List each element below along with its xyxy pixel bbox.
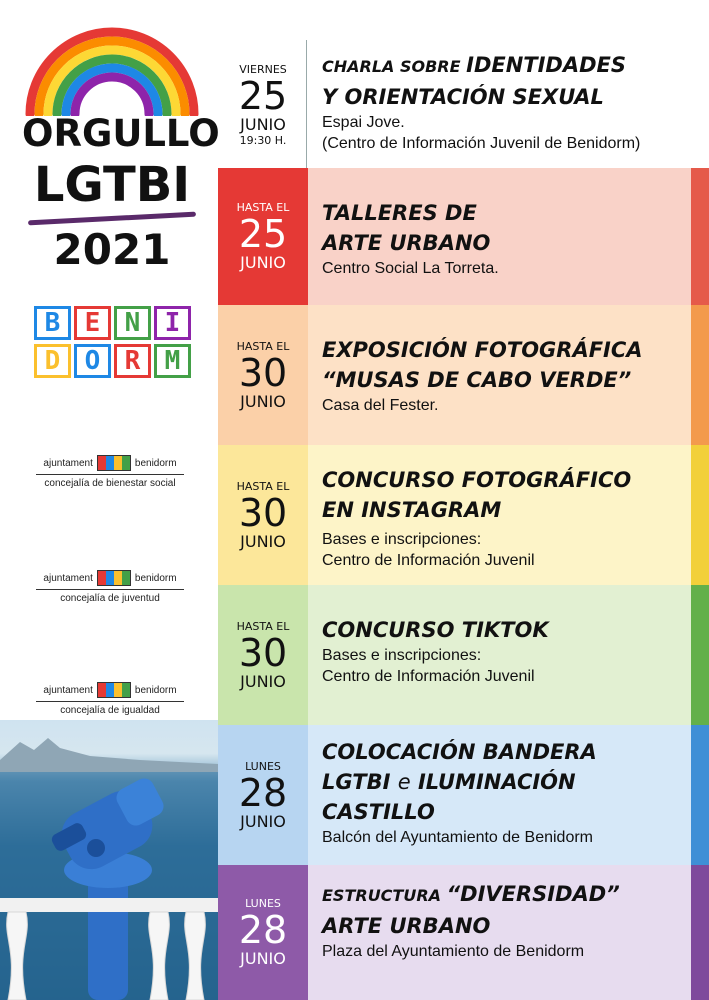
benidorm-logo-row-2 xyxy=(34,344,200,378)
event-tiktok xyxy=(218,585,709,725)
ajuntament-logo-igualdad xyxy=(30,682,190,716)
date-prefix: HASTA EL xyxy=(236,479,290,493)
seaside-photo xyxy=(0,720,218,1000)
logo-tile: B xyxy=(34,306,71,340)
event-location: Espai Jove. xyxy=(322,114,405,131)
event-info xyxy=(308,40,709,170)
building-icon xyxy=(97,455,131,471)
event-location: Bases e inscripciones: xyxy=(322,647,482,664)
event-exposicion xyxy=(218,305,709,445)
date-month: JUNIO xyxy=(240,811,286,831)
event-title-line2: ARTE URBANO xyxy=(322,231,491,255)
benidorm-logo-row-1 xyxy=(34,306,200,340)
divider xyxy=(36,474,184,475)
event-title-part: LGTBI xyxy=(322,770,398,794)
date-weekday: LUNES xyxy=(245,897,281,910)
divider xyxy=(36,589,184,590)
date-prefix: HASTA EL xyxy=(236,201,290,214)
event-location: Balcón del Ayuntamiento de Benidorm xyxy=(322,829,593,846)
event-location-detail: Centro de Información Juvenil xyxy=(322,552,535,569)
date-day: 30 xyxy=(238,490,288,535)
event-instagram xyxy=(218,445,709,585)
rainbow-edge xyxy=(691,168,709,305)
ajuntament-logo-juventud xyxy=(30,570,190,604)
event-location: Bases e inscripciones: xyxy=(322,531,482,548)
rainbow-arc xyxy=(75,77,149,114)
rainbow-edge xyxy=(691,305,709,445)
event-info xyxy=(308,305,709,445)
concejalia-text: concejalía de juventud xyxy=(60,593,160,604)
event-info xyxy=(308,168,709,305)
logo-tile: N xyxy=(114,306,151,340)
event-date xyxy=(218,445,308,585)
event-date xyxy=(218,585,308,725)
date-month: JUNIO xyxy=(240,671,286,691)
event-title-line2: “MUSAS DE CABO VERDE” xyxy=(322,368,632,392)
event-title: EXPOSICIÓN FOTOGRÁFICA xyxy=(322,338,643,362)
ajuntament-text: ajuntament xyxy=(43,572,93,584)
date-day: 30 xyxy=(238,630,288,675)
event-talleres xyxy=(218,168,709,305)
event-title-line2: Y ORIENTACIÓN SEXUAL xyxy=(322,85,604,109)
event-location: Centro Social La Torreta. xyxy=(322,260,499,277)
logo-tile: M xyxy=(154,344,191,378)
event-title-line2: ARTE URBANO xyxy=(322,914,491,938)
event-title xyxy=(322,879,701,911)
building-icon xyxy=(97,570,131,586)
event-info xyxy=(308,585,709,725)
left-column xyxy=(0,0,218,1000)
ajuntament-text: ajuntament xyxy=(43,684,93,696)
concejalia-text: concejalía de bienestar social xyxy=(44,478,176,489)
event-date xyxy=(218,305,308,445)
event-location-detail: Centro de Información Juvenil xyxy=(322,668,535,685)
event-title-big: IDENTIDADES xyxy=(466,53,627,77)
date-time: 19:30 H. xyxy=(239,134,287,147)
date-weekday: LUNES xyxy=(245,759,281,773)
logo-tile: O xyxy=(74,344,111,378)
event-charla xyxy=(218,40,709,170)
event-bandera xyxy=(218,725,709,865)
event-title-part: e xyxy=(397,770,411,794)
events-column xyxy=(218,0,709,1000)
ajuntament-logo-bienestar xyxy=(30,455,190,489)
event-title-big: “DIVERSIDAD” xyxy=(446,882,620,906)
event-date xyxy=(218,168,308,305)
date-month: JUNIO xyxy=(240,115,286,134)
logo-underline xyxy=(28,212,196,226)
event-title: CONCURSO TIKTOK xyxy=(322,618,549,642)
benidorm-text: benidorm xyxy=(134,684,177,696)
event-date xyxy=(218,40,308,170)
event-title-line2 xyxy=(322,767,701,797)
balustrade-railing xyxy=(0,898,218,1000)
event-title: CONCURSO FOTOGRÁFICO xyxy=(322,468,632,492)
logo-orgullo-text: ORGULLO xyxy=(22,112,220,155)
event-info xyxy=(308,865,709,1000)
rainbow-edge xyxy=(691,585,709,725)
date-month: JUNIO xyxy=(240,531,286,551)
rainbow-edge xyxy=(691,445,709,585)
ajuntament-text: ajuntament xyxy=(43,457,93,469)
date-separator xyxy=(306,40,307,180)
logo-year: 2021 xyxy=(53,225,171,274)
date-prefix: HASTA EL xyxy=(236,339,290,353)
date-day: 28 xyxy=(238,770,288,815)
rainbow-icon xyxy=(22,26,202,116)
event-title-line2: EN INSTAGRAM xyxy=(322,498,502,522)
benidorm-text: benidorm xyxy=(134,572,177,584)
concejalia-text: concejalía de igualdad xyxy=(60,705,160,716)
rainbow-edge xyxy=(691,725,709,865)
event-title: COLOCACIÓN BANDERA xyxy=(322,740,597,764)
logo-tile: D xyxy=(34,344,71,378)
date-weekday: VIERNES xyxy=(239,63,287,76)
date-day: 28 xyxy=(238,908,288,952)
building-icon xyxy=(97,682,131,698)
logo-lgtbi-text: LGTBI xyxy=(33,157,191,213)
event-title-small: ESTRUCTURA xyxy=(322,886,447,905)
benidorm-logo xyxy=(34,306,200,382)
date-day: 25 xyxy=(238,212,288,256)
event-date xyxy=(218,725,308,865)
logo-tile: E xyxy=(74,306,111,340)
date-month: JUNIO xyxy=(240,391,286,411)
event-title: TALLERES DE xyxy=(322,201,477,225)
event-location-detail: (Centro de Información Juvenil de Benidorm) xyxy=(322,135,641,152)
event-title-small: CHARLA SOBRE xyxy=(322,57,467,76)
date-day: 25 xyxy=(238,74,288,118)
event-info xyxy=(308,725,709,865)
logo-tile: R xyxy=(114,344,151,378)
logo-tile: I xyxy=(154,306,191,340)
event-title-part: ILUMINACIÓN xyxy=(410,770,576,794)
event-info xyxy=(308,445,709,585)
event-date xyxy=(218,865,308,1000)
divider xyxy=(36,701,184,702)
rainbow-edge xyxy=(691,865,709,1000)
event-location: Plaza del Ayuntamiento de Benidorm xyxy=(322,943,585,960)
orgullo-logo xyxy=(22,26,220,274)
event-title-line3: CASTILLO xyxy=(322,800,435,824)
date-day: 30 xyxy=(238,350,288,395)
date-prefix: HASTA EL xyxy=(236,619,290,633)
date-month: JUNIO xyxy=(240,949,286,968)
event-diversidad xyxy=(218,865,709,1000)
date-month: JUNIO xyxy=(240,253,286,272)
event-title xyxy=(322,50,701,82)
benidorm-text: benidorm xyxy=(134,457,177,469)
event-location: Casa del Fester. xyxy=(322,397,439,414)
